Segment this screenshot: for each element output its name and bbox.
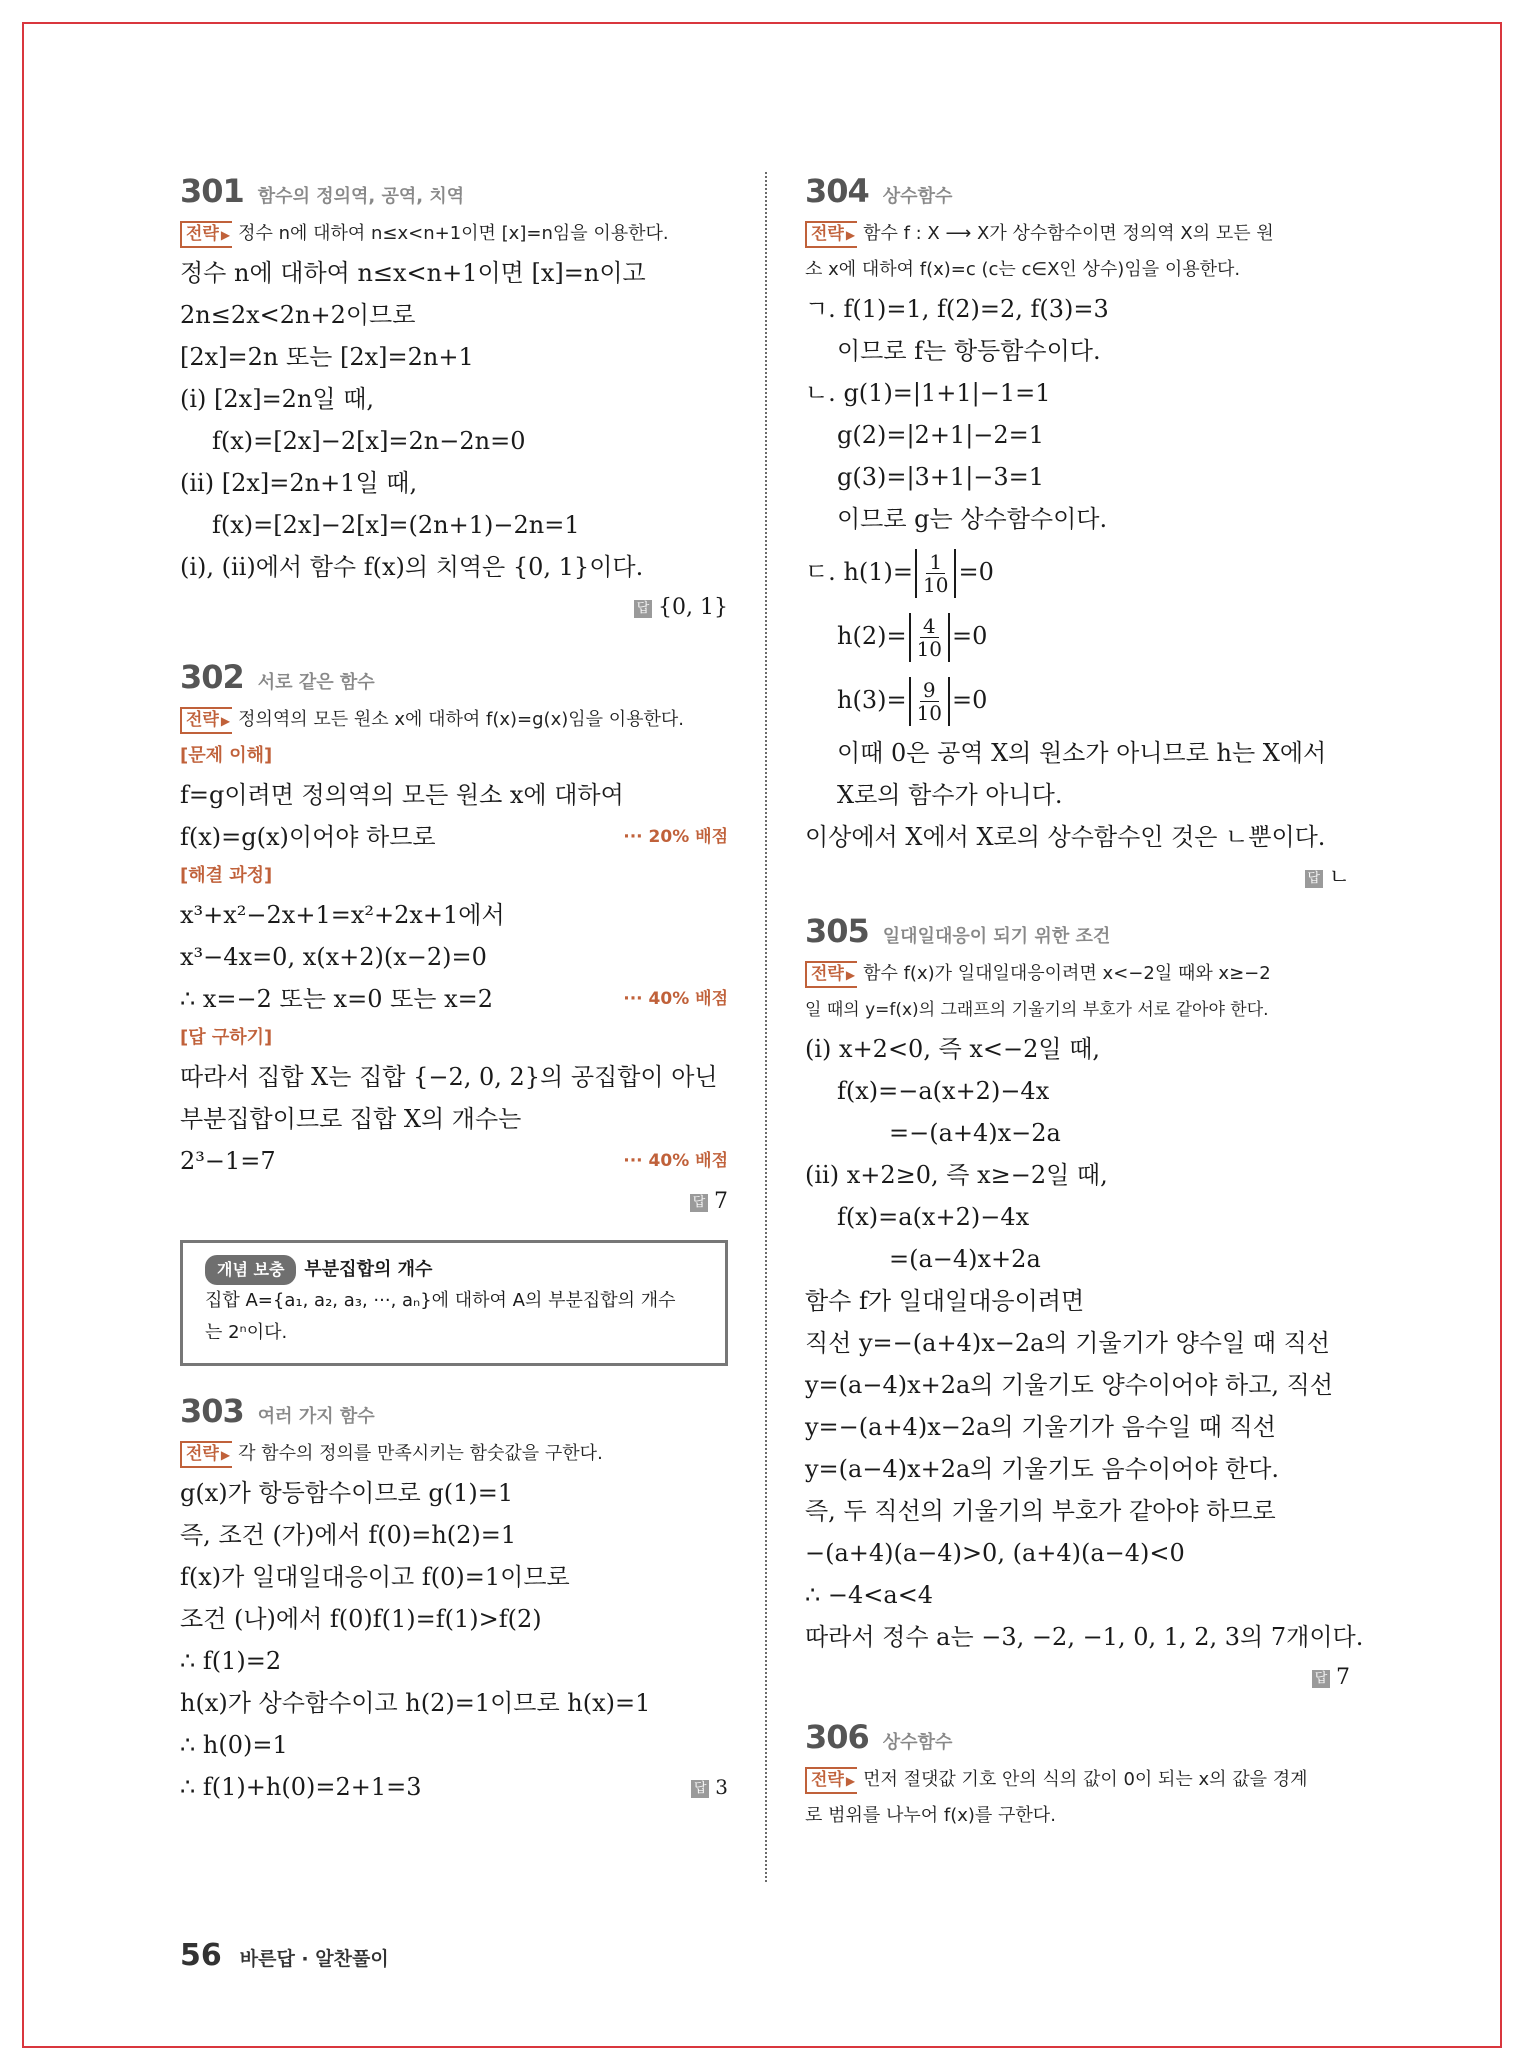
solution-line: f=g이려면 정의역의 모든 원소 x에 대하여	[180, 781, 624, 809]
solution-line: g(2)=|2+1|−2=1	[837, 421, 1045, 449]
answer-mark: 답	[1305, 870, 1323, 888]
answer-value: 3	[715, 1775, 728, 1799]
solution-line: =(a−4)x+2a	[889, 1245, 1041, 1273]
floor-fraction	[915, 549, 956, 598]
solution-line: 조건 (나)에서 f(0)f(1)=f(1)>f(2)	[180, 1605, 542, 1633]
problem-301	[180, 172, 728, 628]
problem-number: 302	[180, 658, 244, 696]
strategy	[805, 1762, 1350, 1798]
solution-line: ∴ h(0)=1	[180, 1731, 288, 1759]
concept-title-text: 부분집합의 개수	[304, 1259, 433, 1280]
solution-line: y=−(a+4)x−2a의 기울기가 음수일 때 직선	[805, 1413, 1276, 1441]
right-column	[805, 172, 1364, 1834]
math-text: =0	[952, 622, 988, 650]
concept-body: 는 2ⁿ이다.	[205, 1322, 288, 1343]
solution-line: 2n≤2x<2n+2이므로	[180, 301, 416, 329]
strategy-text: 각 함수의 정의를 만족시키는 함숫값을 구한다.	[238, 1443, 603, 1464]
solution-text: 2³−1=7	[180, 1147, 276, 1175]
problem-number: 304	[805, 172, 869, 210]
problem-304	[805, 172, 1350, 898]
solution-line: f(x)=[2x]−2[x]=(2n+1)−2n=1	[212, 511, 580, 539]
strategy	[180, 702, 728, 738]
solution-line	[805, 604, 1350, 668]
problem-title: 일대일대응이 되기 위한 조건	[882, 926, 1111, 947]
solution-line: 정수 n에 대하여 n≤x<n+1이면 [x]=n이고	[180, 259, 646, 287]
solution-line: 함수 f가 일대일대응이려면	[805, 1287, 1085, 1315]
solution-line: (ii) [2x]=2n+1일 때,	[180, 469, 418, 497]
strategy-text: 일 때의 y=f(x)의 그래프의 기울기의 부호가 서로 같아야 한다.	[805, 1000, 1269, 1020]
strategy	[180, 216, 728, 252]
solution-line	[805, 668, 1350, 732]
score-weight: ··· 40% 배점	[623, 989, 728, 1009]
step-heading: [해결 과정]	[180, 865, 273, 886]
problem-title: 여러 가지 함수	[257, 1406, 375, 1427]
floor-fraction	[909, 613, 950, 662]
solution-line: 이때 0은 공역 X의 원소가 아니므로 h는 X에서	[837, 739, 1327, 767]
answer-mark: 답	[634, 600, 652, 618]
denominator: 10	[923, 573, 949, 597]
concept-body: 집합 A={a₁, a₂, a₃, ···, aₙ}에 대하여 A의 부분집합의 개수	[205, 1290, 676, 1311]
solution-line: =−(a+4)x−2a	[889, 1119, 1061, 1147]
strategy-tag: 전략 ▶	[180, 1441, 232, 1468]
solution-line: −(a+4)(a−4)>0, (a+4)(a−4)<0	[805, 1539, 1185, 1567]
solution-line: 따라서 집합 X는 집합 {−2, 0, 2}의 공집합이 아닌	[180, 1063, 718, 1091]
strategy-text: 함수 f(x)가 일대일대응이려면 x<−2일 때와 x≥−2	[863, 963, 1271, 984]
answer-value: 7	[1336, 1665, 1350, 1690]
strategy-tag: 전략 ▶	[805, 221, 857, 248]
solution-text: ∴ f(1)+h(0)=2+1=3	[180, 1773, 422, 1801]
problem-title: 상수함수	[882, 186, 953, 207]
solution-text: f(x)=g(x)이어야 하므로	[180, 823, 436, 851]
strategy-text: 소 x에 대하여 f(x)=c (c는 c∈X인 상수)임을 이용한다.	[805, 259, 1241, 280]
strategy-text: 함수 f : X ⟶ X가 상수함수이면 정의역 X의 모든 원	[863, 223, 1274, 244]
strategy-text: 정수 n에 대하여 n≤x<n+1이면 [x]=n임을 이용한다.	[238, 223, 669, 244]
answer-mark: 답	[690, 1194, 708, 1212]
left-column	[180, 172, 728, 1808]
solution-line: ㄴ. g(1)=|1+1|−1=1	[805, 379, 1051, 407]
solution-line: 부분집합이므로 집합 X의 개수는	[180, 1105, 522, 1133]
solution-line: 이상에서 X에서 X로의 상수함수인 것은 ㄴ뿐이다.	[805, 823, 1326, 851]
solution-line: X로의 함수가 아니다.	[837, 781, 1063, 809]
solution-line: y=(a−4)x+2a의 기울기도 양수이어야 하고, 직선	[805, 1371, 1334, 1399]
step-heading: [문제 이해]	[180, 745, 273, 766]
column-divider	[765, 172, 767, 1882]
solution-line: 즉, 조건 (가)에서 f(0)=h(2)=1	[180, 1521, 517, 1549]
problem-title: 서로 같은 함수	[257, 672, 375, 693]
answer	[805, 1658, 1350, 1698]
problem-number: 303	[180, 1392, 244, 1430]
denominator: 10	[916, 701, 943, 725]
problem-302	[180, 658, 728, 1222]
solution-line: 즉, 두 직선의 기울기의 부호가 같아야 하므로	[805, 1497, 1276, 1525]
score-weight: ··· 20% 배점	[623, 827, 728, 847]
problem-number: 301	[180, 172, 244, 210]
problem-number: 305	[805, 912, 869, 950]
score-weight: ··· 40% 배점	[623, 1151, 728, 1171]
solution-line	[805, 540, 1350, 604]
math-text: h(1)=	[843, 558, 914, 586]
answer-value: ㄴ	[1328, 865, 1350, 890]
problem-303	[180, 1392, 728, 1808]
math-text: =0	[952, 686, 988, 714]
solution-line: [2x]=2n 또는 [2x]=2n+1	[180, 343, 474, 371]
math-text: h(3)=	[837, 686, 907, 714]
numerator: 4	[920, 615, 939, 638]
solution-line: f(x)=a(x+2)−4x	[837, 1203, 1030, 1231]
solution-line	[180, 1140, 728, 1182]
solution-line: x³−4x=0, x(x+2)(x−2)=0	[180, 943, 487, 971]
solution-line: h(x)가 상수함수이고 h(2)=1이므로 h(x)=1	[180, 1689, 651, 1717]
strategy-tag: 전략 ▶	[805, 1767, 857, 1794]
problem-306	[805, 1718, 1350, 1834]
concept-pill: 개념 보충	[205, 1255, 296, 1285]
strategy-tag: 전략 ▶	[180, 707, 232, 734]
step-heading: [답 구하기]	[180, 1027, 273, 1048]
strategy-tag: 전략 ▶	[805, 961, 857, 988]
denominator: 10	[916, 637, 943, 661]
solution-line	[180, 978, 728, 1020]
problem-title: 함수의 정의역, 공역, 치역	[257, 186, 465, 207]
solution-line: (i) [2x]=2n일 때,	[180, 385, 375, 413]
book-title: 바른답 · 알찬풀이	[239, 1948, 389, 1970]
answer-mark: 답	[691, 1780, 709, 1798]
strategy	[805, 216, 1350, 252]
solution-line: 따라서 정수 a는 −3, −2, −1, 0, 1, 2, 3의 7개이다.	[805, 1623, 1364, 1651]
solution-line: g(x)가 항등함수이므로 g(1)=1	[180, 1479, 514, 1507]
answer	[180, 588, 728, 628]
concept-box	[180, 1240, 728, 1366]
solution-line: y=(a−4)x+2a의 기울기도 음수이어야 한다.	[805, 1455, 1280, 1483]
answer-value: 7	[714, 1189, 728, 1214]
strategy-text: 로 범위를 나누어 f(x)를 구한다.	[805, 1805, 1056, 1826]
solution-line	[180, 816, 728, 858]
solution-line: ㄱ. f(1)=1, f(2)=2, f(3)=3	[805, 295, 1109, 323]
numerator: 1	[926, 551, 945, 574]
problem-number: 306	[805, 1718, 869, 1756]
solution-line: f(x)=[2x]−2[x]=2n−2n=0	[212, 427, 526, 455]
numerator: 9	[920, 679, 939, 702]
strategy	[805, 956, 1350, 992]
answer-value: {0, 1}	[658, 595, 728, 620]
solution-line: (i), (ii)에서 함수 f(x)의 치역은 {0, 1}이다.	[180, 553, 644, 581]
answer-mark: 답	[1312, 1670, 1330, 1688]
solution-line: 직선 y=−(a+4)x−2a의 기울기가 양수일 때 직선	[805, 1329, 1330, 1357]
solution-line: 이므로 g는 상수함수이다.	[837, 505, 1108, 533]
solution-text: ∴ x=−2 또는 x=0 또는 x=2	[180, 985, 494, 1013]
answer	[805, 858, 1350, 898]
page-number: 56	[180, 1938, 222, 1973]
solution-line: f(x)=−a(x+2)−4x	[837, 1077, 1050, 1105]
solution-line: ∴ f(1)=2	[180, 1647, 282, 1675]
answer	[180, 1182, 728, 1222]
floor-fraction	[909, 677, 950, 726]
math-text: =0	[958, 558, 994, 586]
item-label: ㄷ.	[805, 558, 844, 586]
solution-line: x³+x²−2x+1=x²+2x+1에서	[180, 901, 505, 929]
solution-line	[180, 1766, 728, 1808]
concept-title	[205, 1255, 703, 1285]
solution-line: 이므로 f는 항등함수이다.	[837, 337, 1101, 365]
solution-line: (ii) x+2≥0, 즉 x≥−2일 때,	[805, 1161, 1108, 1189]
solution-line: ∴ −4<a<4	[805, 1581, 934, 1609]
problem-305	[805, 912, 1364, 1698]
strategy-text: 정의역의 모든 원소 x에 대하여 f(x)=g(x)임을 이용한다.	[238, 709, 685, 730]
math-text: h(2)=	[837, 622, 907, 650]
strategy	[180, 1436, 728, 1472]
strategy-text: 먼저 절댓값 기호 안의 식의 값이 0이 되는 x의 값을 경계	[863, 1769, 1308, 1790]
solution-line: f(x)가 일대일대응이고 f(0)=1이므로	[180, 1563, 570, 1591]
page-footer	[180, 1938, 389, 1973]
solution-line: g(3)=|3+1|−3=1	[837, 463, 1045, 491]
strategy-tag: 전략 ▶	[180, 221, 232, 248]
problem-title: 상수함수	[882, 1732, 953, 1753]
solution-line: (i) x+2<0, 즉 x<−2일 때,	[805, 1035, 1101, 1063]
answer	[691, 1766, 728, 1808]
